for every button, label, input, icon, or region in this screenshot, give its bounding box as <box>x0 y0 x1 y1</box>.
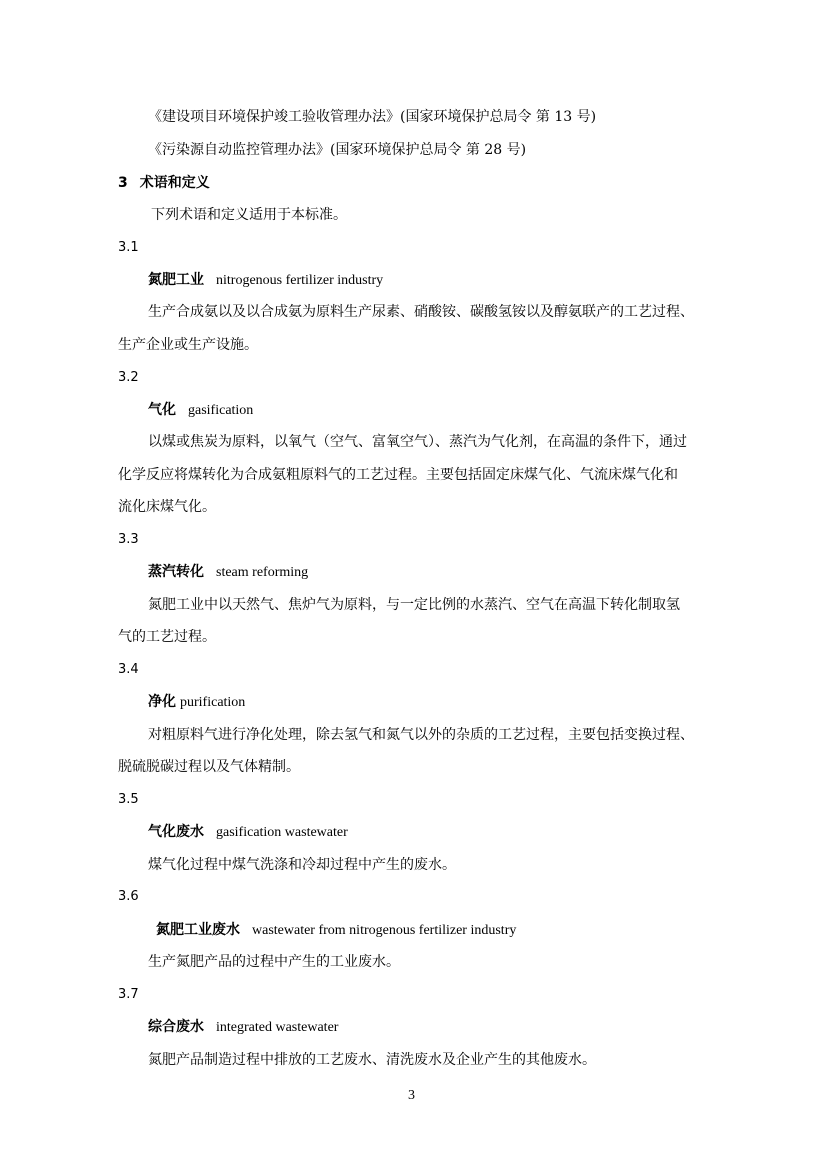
definition-line: 氮肥产品制造过程中排放的工艺废水、清洗废水及企业产生的其他废水。 <box>148 1052 596 1068</box>
definition-line: 化学反应将煤转化为合成氨粗原料气的工艺过程。主要包括固定床煤气化、气流床煤气化和 <box>118 467 678 483</box>
term-en: gasification <box>188 403 254 418</box>
term-en: wastewater from nitrogenous fertilizer industry <box>252 923 517 938</box>
term-number: 3.6 <box>118 889 139 904</box>
section-number: 3 <box>118 175 128 191</box>
term-number: 3.5 <box>118 792 139 807</box>
term-en: steam reforming <box>216 565 309 580</box>
term-title <box>148 823 348 842</box>
definition-line: 流化床煤气化。 <box>118 499 216 515</box>
term-cn: 综合废水 <box>148 1019 204 1035</box>
term-title <box>148 1018 338 1037</box>
term-title <box>156 921 516 940</box>
definition-line: 脱硫脱碳过程以及气体精制。 <box>118 759 300 775</box>
term-cn: 蒸汽转化 <box>148 564 204 580</box>
term-cn: 氮肥工业废水 <box>156 922 240 938</box>
term-title <box>148 693 245 712</box>
term-number: 3.4 <box>118 662 139 677</box>
term-en: purification <box>180 695 246 710</box>
term-number: 3.2 <box>118 370 139 385</box>
section-heading <box>118 174 210 192</box>
term-number: 3.3 <box>118 532 139 547</box>
reference-line: 《污染源自动监控管理办法》(国家环境保护总局令 第 28 号) <box>148 142 527 158</box>
term-number: 3.7 <box>118 987 139 1002</box>
term-number: 3.1 <box>118 240 139 255</box>
definition-line: 气的工艺过程。 <box>118 629 216 645</box>
definition-line: 生产合成氨以及以合成氨为原料生产尿素、硝酸铵、碳酸氢铵以及醇氨联产的工艺过程、 <box>148 304 694 320</box>
section-title: 术语和定义 <box>139 175 210 191</box>
term-cn: 净化 <box>148 694 176 710</box>
term-title <box>148 271 383 290</box>
definition-line: 煤气化过程中煤气洗涤和冷却过程中产生的废水。 <box>148 857 456 873</box>
definition-line: 对粗原料气进行净化处理，除去氢气和氮气以外的杂质的工艺过程，主要包括变换过程、 <box>148 727 694 743</box>
page-number: 3 <box>408 1088 415 1103</box>
term-title <box>148 563 308 582</box>
term-en: gasification wastewater <box>216 825 348 840</box>
term-en: nitrogenous fertilizer industry <box>216 273 384 288</box>
section-intro: 下列术语和定义适用于本标准。 <box>151 207 347 223</box>
definition-line: 氮肥工业中以天然气、焦炉气为原料，与一定比例的水蒸汽、空气在高温下转化制取氢 <box>148 597 680 613</box>
term-cn: 氮肥工业 <box>148 272 204 288</box>
definition-line: 生产氮肥产品的过程中产生的工业废水。 <box>148 954 400 970</box>
term-title <box>148 401 253 420</box>
term-cn: 气化 <box>148 402 176 418</box>
term-en: integrated wastewater <box>216 1020 339 1035</box>
definition-line: 生产企业或生产设施。 <box>118 337 258 353</box>
term-cn: 气化废水 <box>148 824 204 840</box>
reference-line: 《建设项目环境保护竣工验收管理办法》(国家环境保护总局令 第 13 号) <box>148 109 597 125</box>
definition-line: 以煤或焦炭为原料，以氧气（空气、富氧空气）、蒸汽为气化剂，在高温的条件下，通过 <box>148 434 687 450</box>
